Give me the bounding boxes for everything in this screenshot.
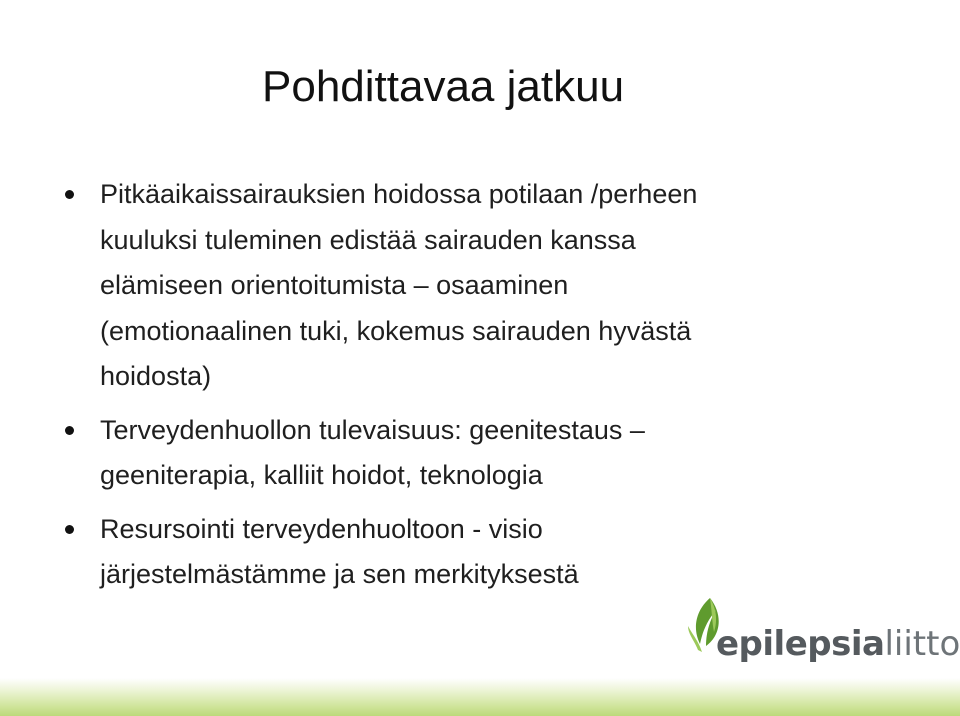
bullet-line: geeniterapia, kalliit hoidot, teknologia <box>100 460 543 490</box>
bullet-list <box>60 172 890 606</box>
bullet-dot-icon <box>65 190 74 199</box>
bullet-line: kuuluksi tuleminen edistää sairauden kanssa <box>100 224 636 255</box>
slide-title: Pohdittavaa jatkuu <box>262 62 625 111</box>
bullet-dot-icon <box>65 426 74 435</box>
bullet-item <box>60 408 890 499</box>
bullet-line: Resursointi terveydenhuoltoon - visio <box>100 513 543 544</box>
bullet-line: järjestelmästämme ja sen merkityksestä <box>100 559 579 589</box>
bullet-line: hoidosta) <box>100 361 212 391</box>
bullet-item <box>60 172 890 400</box>
bullet-line: elämiseen orientoitumista – osaaminen <box>100 270 569 300</box>
epilepsialiitto-logo <box>686 596 960 674</box>
bullet-dot-icon <box>65 525 74 534</box>
bullet-line: Pitkäaikaissairauksien hoidossa potilaan /perheen <box>100 179 698 209</box>
logo-wordmark <box>716 624 960 664</box>
logo-text-epilepsia: epilepsia <box>716 624 885 664</box>
bullet-item <box>60 507 890 598</box>
bullet-line: Terveydenhuollon tulevaisuus: geenitestaus – <box>100 414 645 445</box>
logo-text-liitto: liitto <box>884 624 960 664</box>
bottom-gradient-band <box>0 678 960 716</box>
bullet-line: (emotionaalinen tuki, kokemus sairauden hyvästä <box>100 315 692 346</box>
